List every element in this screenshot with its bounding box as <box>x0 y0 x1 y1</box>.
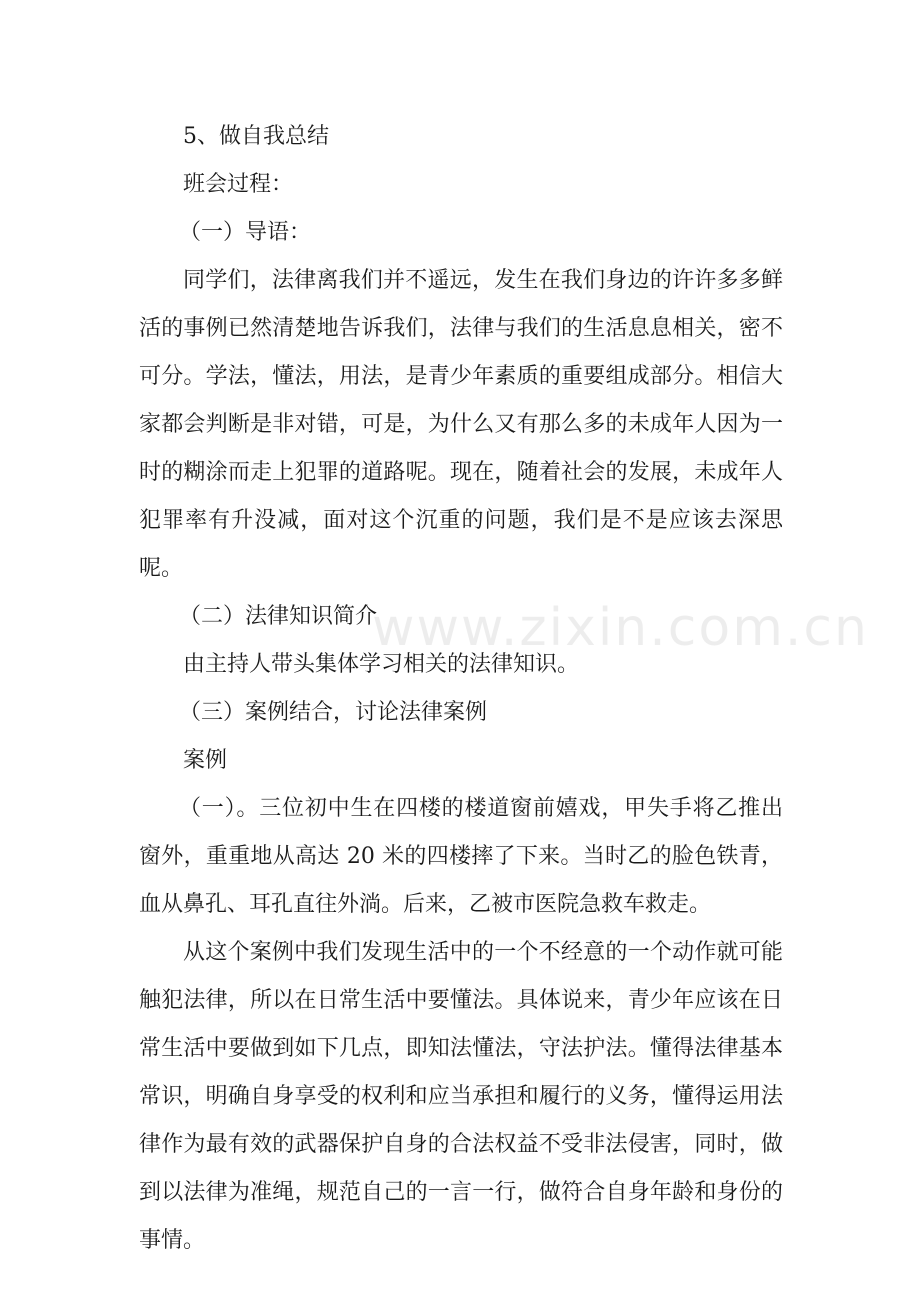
section-1-heading: （一）导语： <box>179 220 312 245</box>
case-label: 案例 <box>183 748 228 773</box>
section-2-heading: （二）法律知识简介 <box>179 604 378 629</box>
item-5-line: 5、做自我总结 <box>183 124 329 149</box>
section-3-heading: （三）案例结合，讨论法律案例 <box>179 700 488 725</box>
document-body <box>139 113 783 1265</box>
process-heading: 班会过程： <box>183 172 294 197</box>
case-paragraph: （一）。三位初中生在四楼的楼道窗前嬉戏，甲失手将乙推出窗外，重重地从高达 20 米的四楼摔了下来。当时乙的脸色铁青，血从鼻孔、耳孔直往外淌。后来，乙被市医院急救车救走。 <box>139 796 783 917</box>
watermark: www.zixin.com.cn <box>372 598 869 658</box>
section-2-text: 由主持人带头集体学习相关的法律知识。 <box>183 652 580 677</box>
discussion-paragraph: 从这个案例中我们发现生活中的一个不经意的一个动作就可能触犯法律，所以在日常生活中要懂法。具体说来，青少年应该在日常生活中要做到如下几点，即知法懂法，守法护法。懂得法律基本常识，明确自身享受的权利和应当承担和履行的义务，懂得运用法律作为最有效的武器保护自身的合法权益不受非法侵害，同时，做到以法律为准绳，规范自己的一言一行，做符合自身年龄和身份的事情。 <box>139 940 783 1253</box>
intro-paragraph: 同学们，法律离我们并不遥远，发生在我们身边的许许多多鲜活的事例已然清楚地告诉我们，法律与我们的生活息息相关，密不可分。学法，懂法，用法，是青少年素质的重要组成部分。相信大家都会判断是非对错，可是，为什么又有那么多的未成年人因为一时的糊涂而走上犯罪的道路呢。现在，随着社会的发展，未成年人犯罪率有升没减，面对这个沉重的问题，我们是不是应该去深思呢。 <box>139 268 783 581</box>
